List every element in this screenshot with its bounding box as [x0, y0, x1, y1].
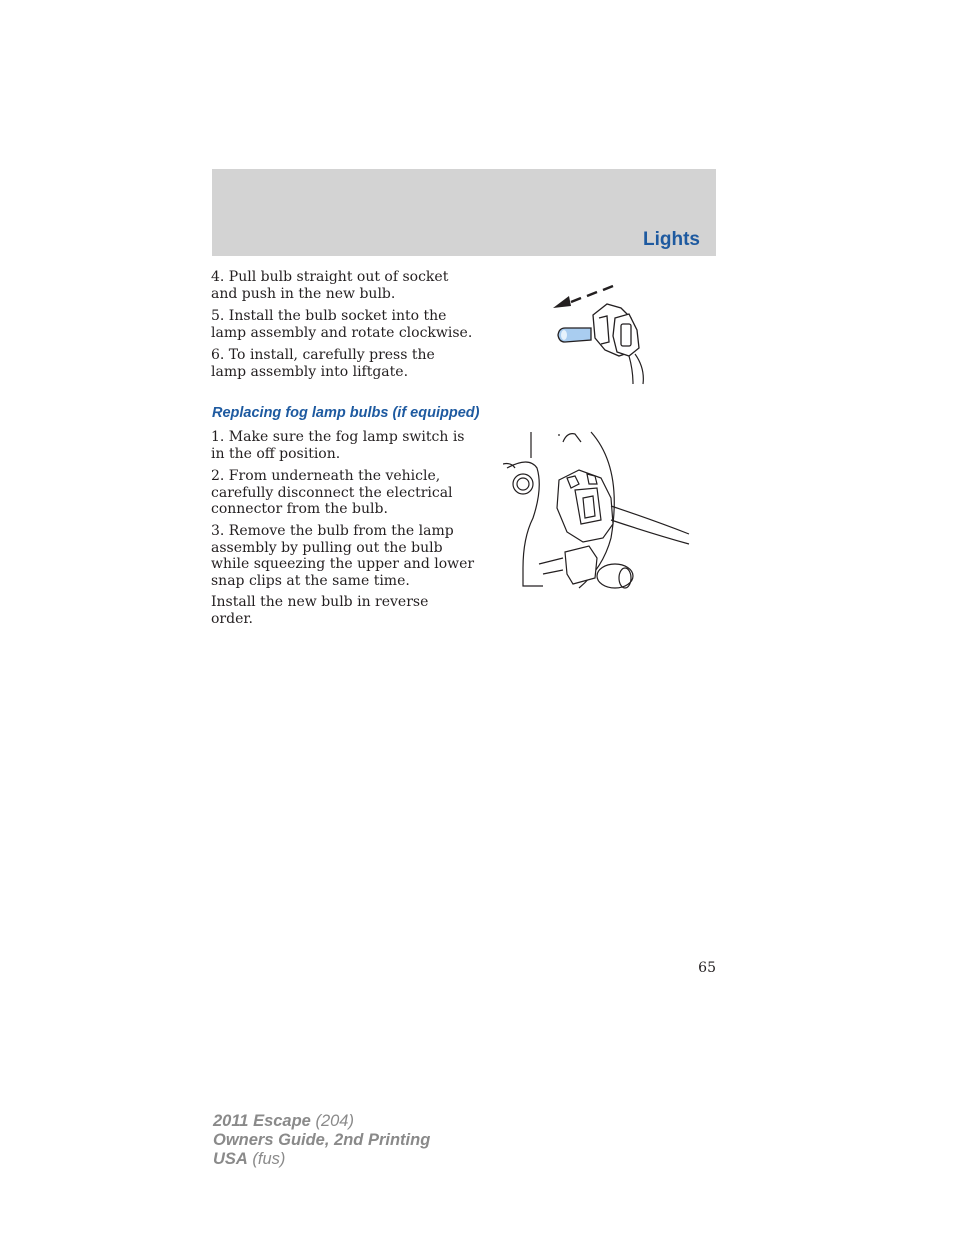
fog-lamp-heading: Replacing fog lamp bulbs (if equipped)	[212, 405, 480, 421]
step-line: 5. Install the bulb socket into the	[211, 308, 447, 324]
step-line: 2. From underneath the vehicle,	[211, 468, 441, 484]
mount-bolt	[513, 474, 533, 494]
step-line: snap clips at the same time.	[211, 572, 410, 589]
lamp-housing-outline	[507, 432, 543, 586]
step-line: order.	[211, 610, 253, 627]
step-line: 3. Remove the bulb from the lamp	[211, 523, 454, 539]
step-line: and push in the new bulb.	[211, 285, 396, 302]
fog-step-install	[211, 594, 428, 627]
fog-step-2	[211, 468, 453, 518]
bulb-removal-illustration	[545, 280, 655, 385]
bulb-icon	[558, 328, 591, 342]
footer-model-code: (204)	[310, 1112, 354, 1130]
section-title: Lights	[643, 229, 700, 250]
step-line: while squeezing the upper and lower	[211, 556, 475, 572]
footer-model: 2011 Escape	[213, 1112, 311, 1130]
step-line: assembly by pulling out the bulb	[211, 539, 443, 556]
page-number: 65	[698, 960, 716, 976]
step-line: in the off position.	[211, 445, 341, 462]
footer-region-line	[213, 1150, 430, 1169]
footer-region-code: (fus)	[247, 1150, 286, 1168]
step-5	[211, 308, 472, 341]
wire	[629, 354, 643, 384]
footer-region: USA	[213, 1150, 248, 1168]
document-footer	[213, 1112, 430, 1169]
footer-guide: Owners Guide, 2nd Printing	[213, 1131, 431, 1149]
step-line: lamp assembly into liftgate.	[211, 363, 409, 380]
step-6	[211, 347, 435, 380]
step-line: connector from the bulb.	[211, 501, 388, 517]
fog-step-1	[211, 429, 465, 462]
step-line: lamp assembly and rotate clockwise.	[211, 324, 473, 341]
step-4	[211, 269, 448, 302]
fog-lamp-connector-illustration	[503, 428, 693, 593]
footer-model-line	[213, 1112, 430, 1131]
step-line: 6. To install, carefully press the	[211, 347, 435, 363]
pull-direction-arrow	[553, 286, 613, 308]
lower-clip	[565, 546, 597, 584]
step-line: Install the new bulb in reverse	[211, 594, 429, 610]
step-line: 1. Make sure the fog lamp switch is	[211, 429, 465, 445]
bulb-socket	[593, 304, 639, 356]
connector-body	[557, 470, 613, 542]
step-line: carefully disconnect the electrical	[211, 484, 453, 501]
footer-guide-line	[213, 1131, 430, 1150]
step-line: 4. Pull bulb straight out of socket	[211, 269, 449, 285]
electrical-cable	[611, 506, 689, 544]
section-header-band	[212, 169, 716, 256]
fog-step-3	[211, 523, 474, 589]
